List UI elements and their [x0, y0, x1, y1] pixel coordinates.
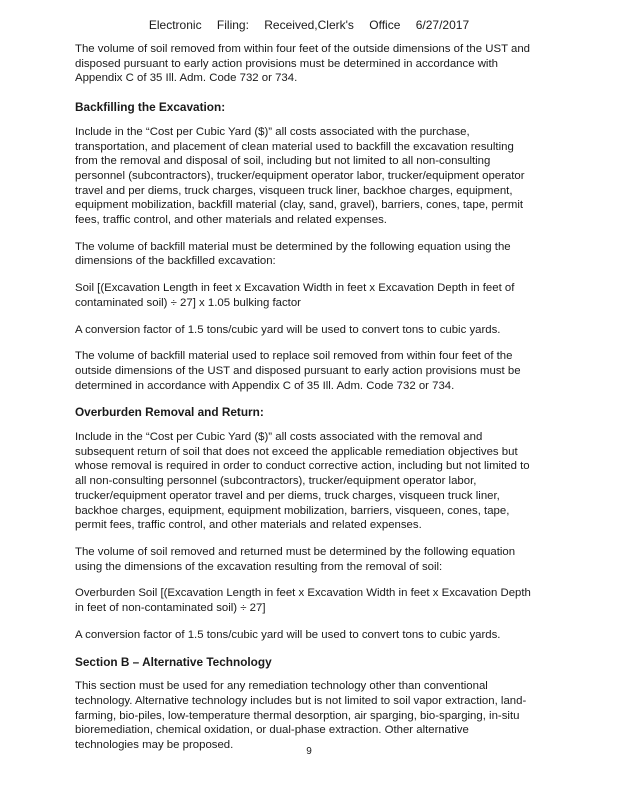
heading-section-b: Section B – Alternative Technology: [75, 654, 272, 669]
paragraph-backfill-replace: The volume of backfill material used to replace soil removed from within four feet of the outside dimensions of the UST and disposed pursuant to early action provisions must be determined in accordance with Appendix C of 35 Ill. Adm. Code 732 or 734.: [75, 350, 521, 392]
paragraph-conversion-factor-2: A conversion factor of 1.5 tons/cubic yard will be used to convert tons to cubic yards.: [75, 628, 501, 641]
paragraph-conversion-factor-1: A conversion factor of 1.5 tons/cubic yard will be used to convert tons to cubic yards.: [75, 323, 501, 336]
filing-stamp-header: [0, 18, 618, 32]
document-body: [75, 42, 535, 765]
heading-backfilling: Backfilling the Excavation:: [75, 100, 226, 115]
paragraph-alternative-technology: This section must be used for any remediation technology other than conventional technology. Alternative technology includes but is not limited to soil vapor extraction, land-farming, bio-piles, low-temperature thermal desorption, air sparging, bio-sparging, in-situ bioremediation, chemical oxidation, or dual-phase extraction. Other alternative technologies may be proposed.: [75, 680, 527, 752]
paragraph-overburden-volume: The volume of soil removed and returned must be determined by the following equation using the dimensions of the excavation resulting from the removal of soil:: [75, 545, 516, 573]
header-office: Office: [369, 18, 401, 32]
paragraph-overburden-costs: Include in the “Cost per Cubic Yard ($)” all costs associated with the removal and subsequent return of soil that does not exceed the applicable remediation objectives but whose removal is required in order to conduct corrective action, including but not limited to all non-consulting personnel (subcontractors), trucker/equipment operator labor, trucker/equipment operator travel and per diems, truck charges, visqueen truck liner, backhoe charges, equipment, equipment mobilization, barriers, visqueen, cones, tape, permit fees, traffic control, and other materials and related expenses.: [75, 431, 530, 532]
paragraph-soil-equation: Soil [(Excavation Length in feet x Excavation Width in feet x Excavation Depth in feet of contaminated soil) ÷ 27] x 1.05 bulking factor: [75, 282, 515, 309]
paragraph-ust-soil-volume: The volume of soil removed from within four feet of the outside dimensions of the UST and disposed pursuant to early action provisions must be determined in accordance with Appendix C of 35 Ill. Adm. Code 732 or 734.: [75, 43, 531, 85]
heading-overburden: Overburden Removal and Return:: [75, 405, 264, 420]
paragraph-overburden-equation: Overburden Soil [(Excavation Length in feet x Excavation Width in feet x Excavation Depth in feet of non-contaminated soil) ÷ 27]: [75, 587, 531, 615]
page-number: 9: [306, 746, 312, 757]
header-received: Received,Clerk's: [264, 18, 354, 32]
header-date: 6/27/2017: [415, 18, 470, 32]
paragraph-backfill-costs: Include in the “Cost per Cubic Yard ($)” all costs associated with the purchase, transportation, and placement of clean material used to backfill the excavation resulting from the removal and disposal of soil, including but not limited to all non-consulting personnel (subcontractors), trucker/equipment operator labor, trucker/equipment operator travel and per diems, truck charges, visqueen truck liner, backhoe charges, equipment, equipment mobilization, backfill material (clay, sand, gravel), barriers, cones, tape, permit fees, traffic control, and other materials and related expenses.: [75, 125, 525, 227]
header-electronic: Electronic: [148, 18, 202, 32]
header-filing: Filing:: [216, 18, 249, 32]
paragraph-backfill-volume: The volume of backfill material must be determined by the following equation using the dimensions of the backfilled excavation:: [75, 240, 511, 268]
